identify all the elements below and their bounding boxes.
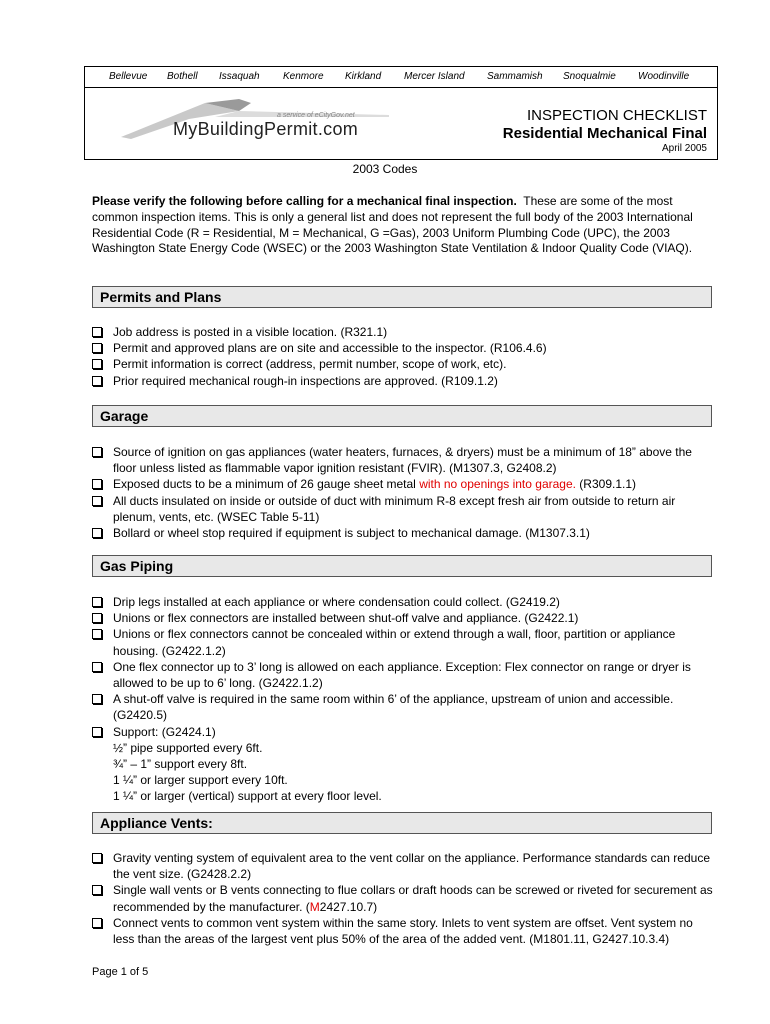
logo-tagline: a service of eCityGov.net [277, 112, 355, 119]
item-text: Bollard or wheel stop required if equipment is subject to mechanical damage. (M1307.3.1) [113, 526, 590, 541]
checkbox-icon[interactable] [92, 528, 102, 538]
list-item [92, 594, 716, 610]
intro-text: These are some of the most common inspection items. This is only a general list and does not represent the full body of the 2003 International Residential Code (R = Residential, M = Mechanical, G =Gas), 2003 Uniform Plumbing Code (UPC), the 2003 Washington State Energy Code (WSEC) or the 2003 Washington State Ventilation & Indoor Quality Code (VIAQ). [92, 194, 693, 256]
checkbox-icon[interactable] [92, 727, 102, 737]
list-item [92, 915, 716, 947]
page-number: Page 1 of 5 [92, 966, 149, 978]
item-text: Exposed ducts to be a minimum of 26 gauge sheet metal [113, 477, 420, 492]
city-link[interactable]: Issaquah [219, 71, 260, 82]
city-link[interactable]: Woodinville [638, 71, 690, 82]
section-header-appliance-vents [92, 812, 712, 834]
list-item [92, 691, 716, 723]
list-item [92, 444, 716, 476]
checkbox-icon[interactable] [92, 885, 102, 895]
item-text: Support: (G2424.1) [113, 724, 216, 739]
item-text: Unions or flex connectors are installed between shut-off valve and appliance. (G2422.1) [113, 611, 579, 626]
checkbox-icon[interactable] [92, 597, 102, 607]
support-item: 1 ¼” or larger support every 10ft. [113, 773, 288, 788]
checkbox-icon[interactable] [92, 376, 102, 386]
section-title: Permits and Plans [100, 289, 222, 305]
item-text: A shut-off valve is required in the same room within 6’ of the appliance, upstream of union and accessible. (G2420.5) [113, 692, 674, 723]
city-link[interactable]: Sammamish [487, 71, 543, 82]
checkbox-icon[interactable] [92, 359, 102, 369]
checkbox-icon[interactable] [92, 694, 102, 704]
city-row [85, 67, 717, 88]
item-text: Connect vents to common vent system within the same story. Inlets to vent system are offset. Vent system no less than the areas of the largest vent plus 50% of the area of the added vent. (M1801.11, G2427.10.3.4) [113, 915, 693, 947]
header-box [84, 66, 718, 160]
list-item [92, 356, 716, 372]
section-title: Garage [100, 408, 149, 424]
support-item: 1 ¼” or larger (vertical) support at every floor level. [113, 789, 382, 804]
list-item [92, 850, 716, 882]
logo-text[interactable]: MyBuildingPermit.com [173, 119, 359, 139]
list-item [92, 373, 716, 389]
city-link[interactable]: Kenmore [283, 71, 324, 82]
checkbox-icon[interactable] [92, 479, 102, 489]
list-item [92, 525, 716, 541]
checkbox-icon[interactable] [92, 918, 102, 928]
list-item [92, 882, 716, 914]
checkbox-icon[interactable] [92, 662, 102, 672]
city-link[interactable]: Bothell [167, 71, 198, 82]
city-link[interactable]: Kirkland [345, 71, 382, 82]
support-item: ¾” – 1” support every 8ft. [113, 757, 248, 772]
list-item [92, 610, 716, 626]
intro-bold: Please verify the following before calling for a mechanical final inspection. [92, 194, 517, 208]
item-text-highlight: M [309, 899, 320, 914]
checklist-title: INSPECTION CHECKLIST [526, 107, 707, 124]
item-text: Single wall vents or B vents connecting to flue collars or draft hoods can be screwed or riveted for securement as recommended by the manufacturer. ( [113, 883, 713, 914]
list-item [92, 493, 716, 525]
city-link[interactable]: Bellevue [109, 71, 148, 82]
checklist-subtitle: Residential Mechanical Final [502, 125, 707, 142]
item-text: Permit and approved plans are on site and accessible to the inspector. (R106.4.6) [113, 341, 547, 356]
city-link[interactable]: Snoqualmie [563, 71, 616, 82]
item-text: Source of ignition on gas appliances (water heaters, furnaces, & dryers) must be a minimum of 18” above the floor unless listed as flammable vapor ignition resistant (FVIR). (M1307.3, G2408.2) [113, 445, 692, 476]
item-text: 2427.10.7) [319, 899, 378, 914]
list-item [92, 724, 716, 740]
checkbox-icon[interactable] [92, 853, 102, 863]
codes-label: 2003 Codes [352, 162, 418, 176]
checklist-date: April 2005 [661, 143, 707, 154]
checkbox-icon[interactable] [92, 343, 102, 353]
item-text: Permit information is correct (address, permit number, scope of work, etc). [113, 357, 507, 372]
permits-list [92, 324, 716, 389]
checkbox-icon[interactable] [92, 496, 102, 506]
item-text: (R309.1.1) [575, 477, 636, 492]
section-header-garage [92, 405, 712, 427]
support-item: ½” pipe supported every 6ft. [113, 740, 263, 755]
checkbox-icon[interactable] [92, 613, 102, 623]
item-text: Job address is posted in a visible location. (R321.1) [113, 325, 388, 339]
item-text: Gravity venting system of equivalent area to the vent collar on the appliance. Performance standards can reduce the vent size. (G2428.2.2) [113, 851, 710, 882]
list-item [92, 626, 716, 658]
item-text: Unions or flex connectors cannot be concealed within or extend through a wall, floor, partition or appliance housing. (G2422.1.2) [113, 627, 676, 658]
garage-list [92, 444, 716, 541]
item-text: All ducts insulated on inside or outside of duct with minimum R-8 except fresh air from outside to return air plenum, vents, etc. (WSEC Table 5-11) [113, 493, 676, 524]
section-title: Gas Piping [100, 558, 174, 574]
item-text: One flex connector up to 3’ long is allowed on each appliance. Exception: Flex connector on range or dryer is allowed to be up to 6’ long. (G2422.1.2) [113, 659, 691, 691]
item-text: Drip legs installed at each appliance or where condensation could collect. (G2419.2) [113, 595, 560, 609]
list-item [92, 659, 716, 691]
vents-list [92, 850, 716, 947]
gas-list [92, 594, 716, 805]
checkbox-icon[interactable] [92, 447, 102, 457]
section-header-gas-piping [92, 555, 712, 577]
city-link[interactable]: Mercer Island [404, 71, 465, 82]
list-item [92, 340, 716, 356]
checkbox-icon[interactable] [92, 629, 102, 639]
item-text-highlight: with no openings into garage. [419, 477, 576, 492]
item-text: Prior required mechanical rough-in inspections are approved. (R109.1.2) [113, 373, 498, 388]
section-header-permits [92, 286, 712, 308]
list-item [92, 324, 716, 340]
checkbox-icon[interactable] [92, 327, 102, 337]
list-item [92, 476, 716, 492]
section-title: Appliance Vents: [100, 815, 213, 831]
intro-paragraph [92, 194, 712, 257]
